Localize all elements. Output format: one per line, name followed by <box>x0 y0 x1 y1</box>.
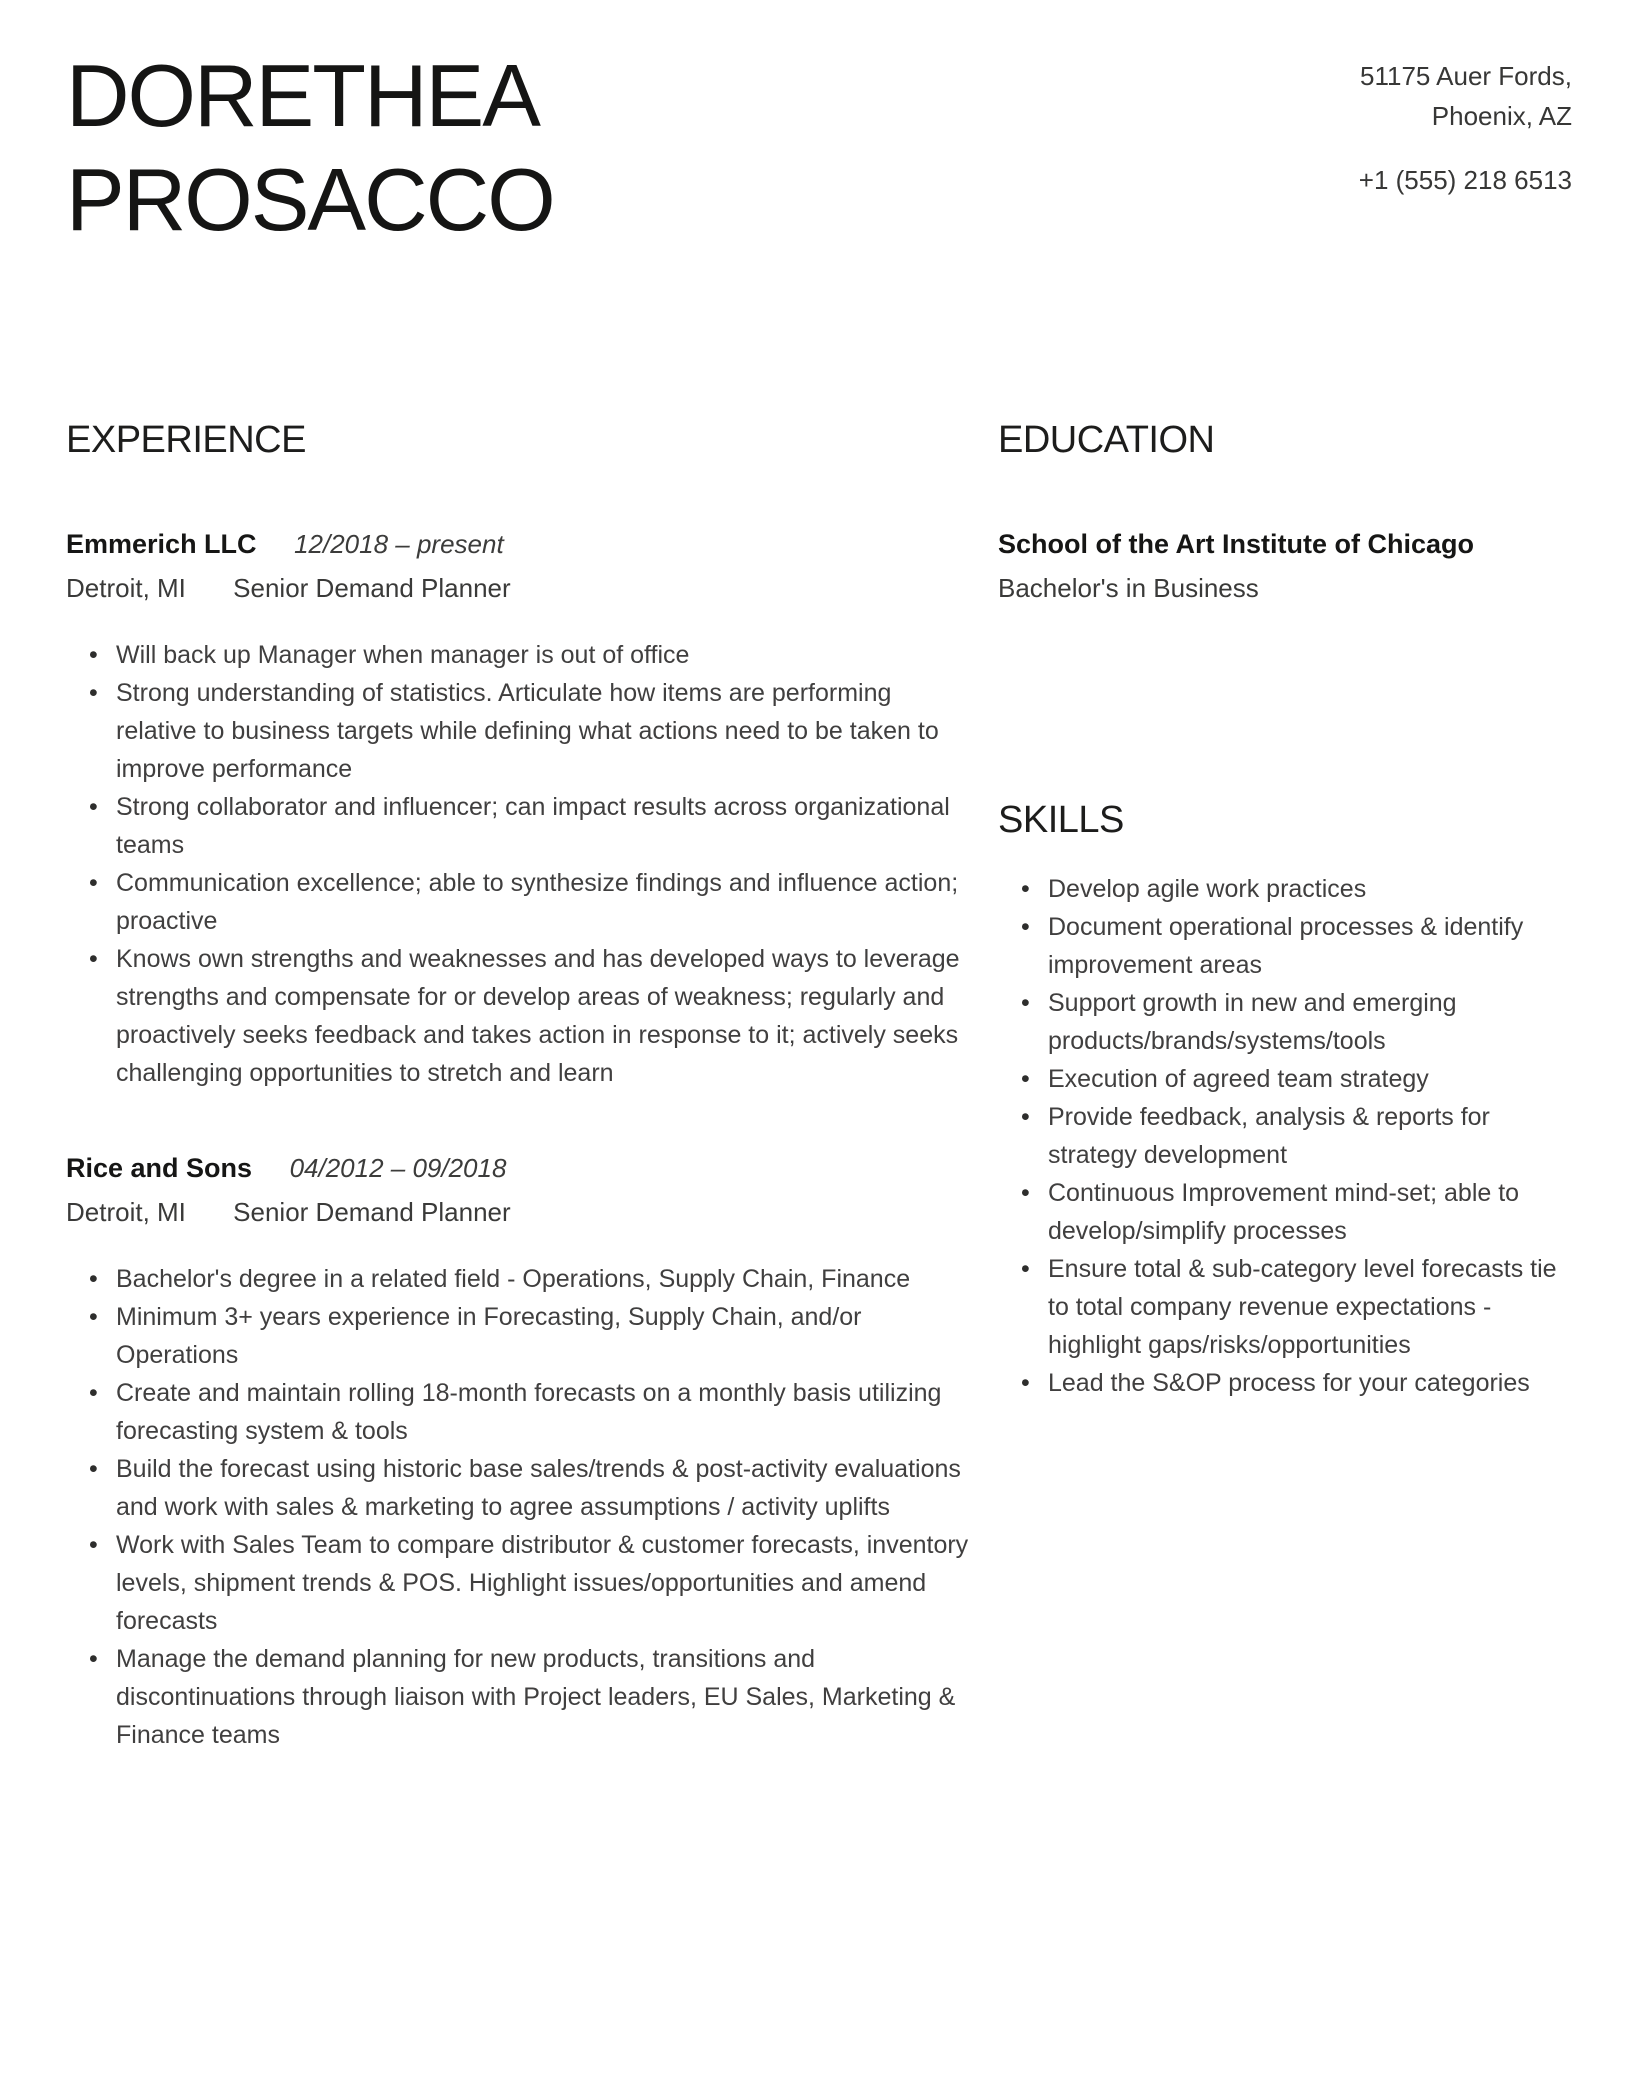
address-line-1: 51175 Auer Fords, <box>1360 61 1572 91</box>
skill-item: • Execution of agreed team strategy <box>1048 1060 1572 1098</box>
job-bullet: • Strong collaborator and influencer; can impact results across organizational teams <box>116 788 971 864</box>
job-entry-emmerich <box>66 522 971 1092</box>
skill-item: • Continuous Improvement mind-set; able to develop/simplify processes <box>1048 1174 1572 1250</box>
job-bullet: • Bachelor's degree in a related field - Operations, Supply Chain, Finance <box>116 1260 971 1298</box>
job-title: Senior Demand Planner <box>233 1197 511 1227</box>
job-bullet: • Build the forecast using historic base sales/trends & post-activity evaluations and work with sales & marketing to agree assumptions / activity uplifts <box>116 1450 971 1526</box>
job-location: Detroit, MI <box>66 573 186 603</box>
job-title: Senior Demand Planner <box>233 573 511 603</box>
job-bullet: • Communication excellence; able to synthesize findings and influence action; proactive <box>116 864 971 940</box>
contact-block <box>1359 56 1572 200</box>
job-subhead <box>66 566 971 610</box>
skill-item: • Support growth in new and emerging products/brands/systems/tools <box>1048 984 1572 1060</box>
skill-item: • Provide feedback, analysis & reports for strategy development <box>1048 1098 1572 1174</box>
education-section-title: EDUCATION <box>998 419 1215 461</box>
job-bullet: • Will back up Manager when manager is out of office <box>116 636 971 674</box>
experience-column <box>66 420 971 1754</box>
job-bullet: • Manage the demand planning for new products, transitions and discontinuations through liaison with Project leaders, EU Sales, Marketing & Finance teams <box>116 1640 971 1754</box>
skill-item: • Document operational processes & identify improvement areas <box>1048 908 1572 984</box>
phone-number: +1 (555) 218 6513 <box>1358 165 1572 195</box>
skill-item: • Lead the S&OP process for your categories <box>1048 1364 1572 1402</box>
company-name: Emmerich LLC <box>66 529 257 559</box>
job-bullet-list <box>66 636 971 1092</box>
skills-section <box>998 800 1572 1402</box>
education-skills-column <box>998 420 1572 1402</box>
job-dates: 12/2018 – present <box>294 529 504 559</box>
skill-item: • Ensure total & sub-category level forecasts tie to total company revenue expectations - highlight gaps/risks/opportunities <box>1048 1250 1572 1364</box>
job-subhead <box>66 1190 971 1234</box>
job-head <box>66 1146 971 1190</box>
resume-header <box>66 44 1572 252</box>
school-name: School of the Art Institute of Chicago <box>998 529 1474 559</box>
education-section <box>998 420 1572 610</box>
job-bullet: • Create and maintain rolling 18-month forecasts on a monthly basis utilizing forecasting system & tools <box>116 1374 971 1450</box>
education-entry <box>998 522 1572 610</box>
candidate-name-line-2: PROSACCO <box>66 150 554 249</box>
skill-item: • Develop agile work practices <box>1048 870 1572 908</box>
resume-body <box>66 420 1572 1754</box>
job-head <box>66 522 971 566</box>
skills-list <box>998 870 1572 1402</box>
experience-section-title: EXPERIENCE <box>66 419 306 461</box>
degree-name: Bachelor's in Business <box>998 573 1259 603</box>
job-bullet: • Knows own strengths and weaknesses and has developed ways to leverage strengths and compensate for or develop areas of weakness; regularly and proactively seeks feedback and takes action in response to it; actively seeks challenging opportunities to stretch and learn <box>116 940 971 1092</box>
job-entry-rice-and-sons <box>66 1146 971 1754</box>
candidate-name-line-1: DORETHEA <box>66 46 539 145</box>
address-line-2: Phoenix, AZ <box>1431 101 1572 131</box>
job-dates: 04/2012 – 09/2018 <box>289 1153 507 1183</box>
job-bullet: • Work with Sales Team to compare distributor & customer forecasts, inventory levels, shipment trends & POS. Highlight issues/opportunities and amend forecasts <box>116 1526 971 1640</box>
skills-section-title: SKILLS <box>998 799 1124 841</box>
job-bullet: • Strong understanding of statistics. Articulate how items are performing relative to business targets while defining what actions need to be taken to improve performance <box>116 674 971 788</box>
job-location: Detroit, MI <box>66 1197 186 1227</box>
company-name: Rice and Sons <box>66 1153 253 1183</box>
candidate-name <box>66 44 554 252</box>
job-bullet-list <box>66 1260 971 1754</box>
job-bullet: • Minimum 3+ years experience in Forecasting, Supply Chain, and/or Operations <box>116 1298 971 1374</box>
